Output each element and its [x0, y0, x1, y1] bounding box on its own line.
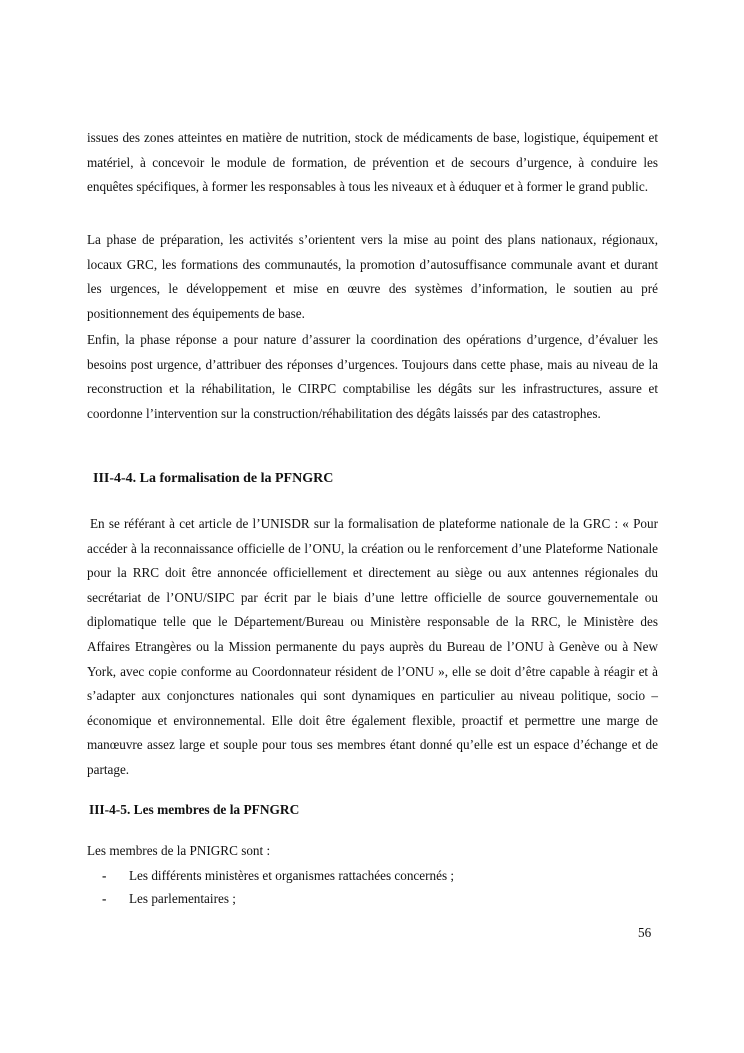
list-item-text: Les différents ministères et organismes rattachées concernés ;	[129, 868, 455, 883]
paragraph-formalisation: En se référant à cet article de l’UNISDR sur la formalisation de plateforme nationale de la GRC : « Pour accéder à la reconnaissance officielle de l’ONU, la création ou le renforcement d’une Plateforme Nationale pour la RRC doit être annoncée officiellement et directement au siège ou aux antennes régionales du secrétariat de l’ONU/SIPC par écrit par le biais d’une lettre officielle de source gouvernementale ou diplomatique telle que le Département/Bureau ou Ministère responsable de la RRC, le Ministère des Affaires Etrangères ou la Mission permanente du pays auprès du Bureau de l’ONU à Genève ou à New York, avec copie conforme au Coordonnateur résident de l’ONU », elle se doit d’être capable à réagir et à s’adapter aux conjonctures nationales qui sont dynamiques en particulier au niveau politique, socio – économique et environnemental. Elle doit être également flexible, proactif et permettre une marge de manœuvre assez large et souple pour tous ses membres étant donné qu’elle est un espace d’échange et de partage.	[87, 516, 658, 777]
paragraph-continuation: issues des zones atteintes en matière de nutrition, stock de médicaments de base, logistique, équipement et matériel, à concevoir le module de formation, de prévention et de secours d’urgence, à conduire les enquêtes spécifiques, à former les responsables à tous les niveaux et à éduquer et à former le grand public.	[87, 130, 658, 195]
members-intro: Les membres de la PNIGRC sont :	[87, 843, 271, 858]
section-heading-membres: III-4-5. Les membres de la PFNGRC	[89, 802, 300, 817]
bullet-dash: -	[102, 868, 107, 883]
list-item	[87, 887, 647, 910]
bullet-dash: -	[102, 891, 107, 906]
section-heading-formalisation: III-4-4. La formalisation de la PFNGRC	[93, 471, 334, 486]
list-item	[87, 864, 647, 887]
paragraph-preparation-phase: La phase de préparation, les activités s’orientent vers la mise au point des plans nationaux, régionaux, locaux GRC, les formations des communautés, la promotion d’autosuffisance communale avant et durant les urgences, le développement et mise en œuvre des systèmes d’information, le soutien au pré positionnement des équipements de base.	[87, 232, 658, 321]
paragraph-response-phase: Enfin, la phase réponse a pour nature d’assurer la coordination des opérations d’urgence, d’évaluer les besoins post urgence, d’attribuer des réponses d’urgences. Toujours dans cette phase, mais au niveau de la reconstruction et la réhabilitation, le CIRPC comptabilise les dégâts sur les infrastructures, assure et coordonne l’intervention sur la construction/réhabilitation des dégâts laissés par des catastrophes.	[87, 332, 658, 421]
members-list	[87, 864, 647, 910]
page-number: 56	[638, 925, 652, 940]
list-item-text: Les parlementaires ;	[129, 891, 236, 906]
